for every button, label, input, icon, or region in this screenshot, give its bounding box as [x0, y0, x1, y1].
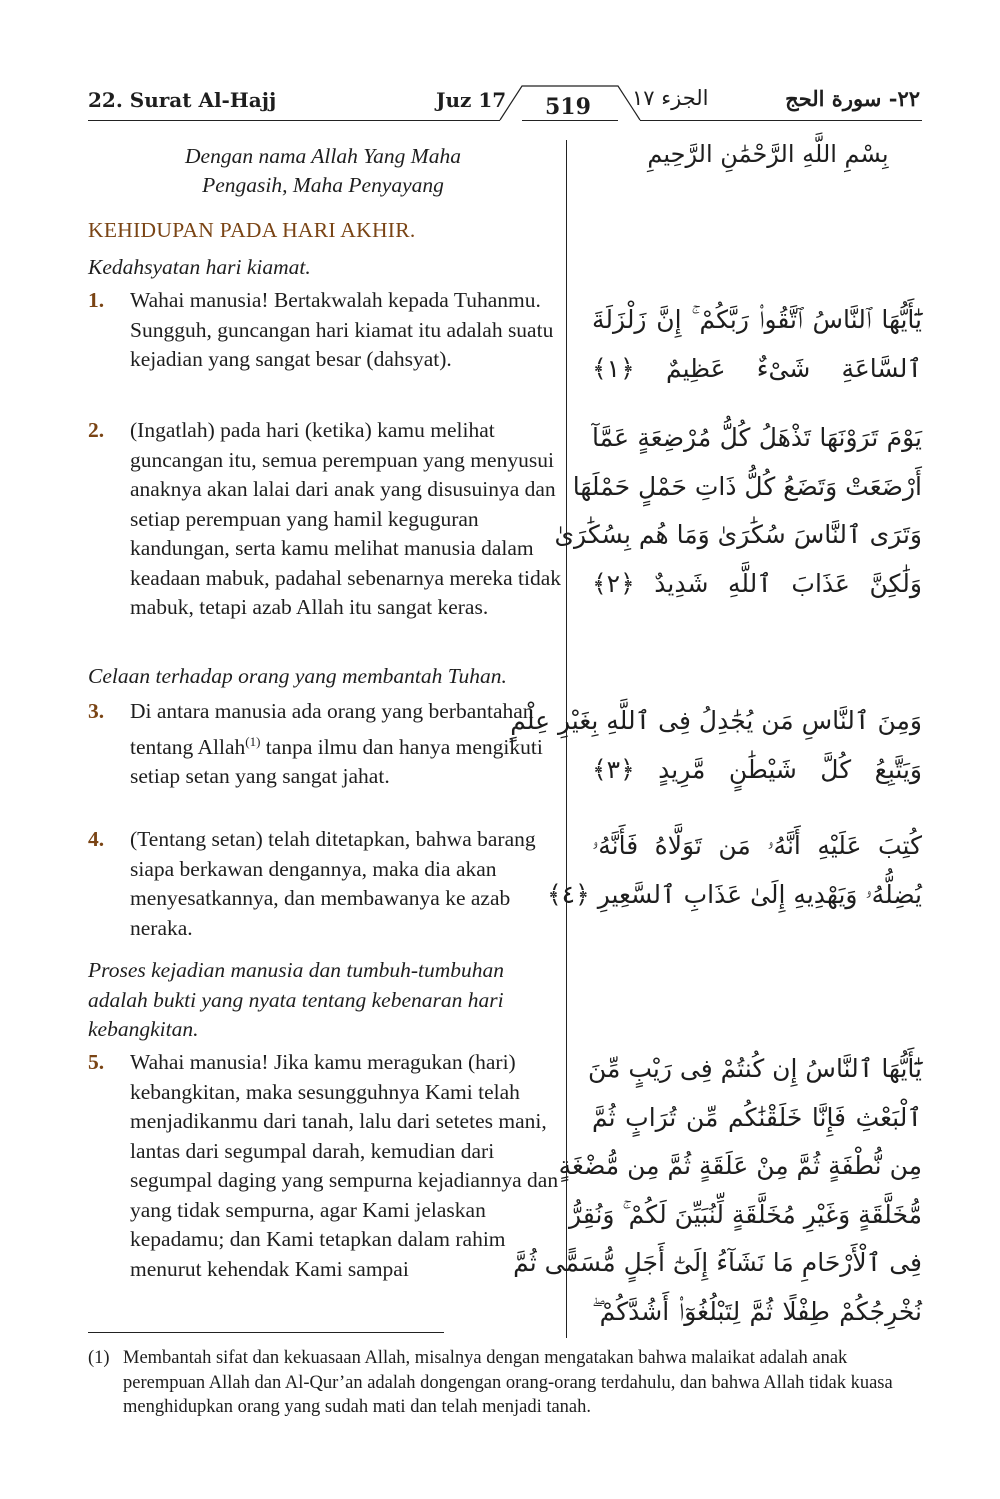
basmala-translation-line2: Pengasih, Maha Penyayang	[202, 173, 444, 197]
header-rule-left	[88, 120, 500, 121]
verse-text-part: Di antara manusia ada orang yang berbantahan tentang Allah	[130, 699, 534, 759]
surah-title-latin: 22. Surat Al-Hajj	[88, 88, 277, 112]
section-title: KEHIDUPAN PADA HARI AKHIR.	[88, 218, 416, 242]
verse-5-translation	[88, 1048, 563, 1284]
arabic-line: يَٰٓأَيُّهَا ٱلنَّاسُ إِن كُنتُمْ فِى رَيْبٍ مِّنَ	[587, 1054, 922, 1083]
arabic-line: وَلَٰكِنَّ عَذَابَ ٱللَّهِ شَدِيدٌ ﴿٢﴾	[592, 568, 922, 598]
subheading-2: Celaan terhadap orang yang membantah Tuhan.	[88, 664, 507, 688]
footnote-text: Membantah sifat dan kekuasaan Allah, misalnya dengan mengatakan bahwa malaikat adalah anak perempuan Allah dan Al-Qur’an adalah dongengan orang-orang terdahulu, dan bahwa Allah tidak kuasa menghidupkan orang yang sudah mati dan telah menjadi tanah.	[123, 1348, 893, 1417]
verse-number: 1.	[88, 288, 105, 312]
arabic-line: يُضِلُّهُۥ وَيَهْدِيهِ إِلَىٰ عَذَابِ ٱلسَّعِيرِ ﴿٤﴾	[547, 879, 922, 909]
footnote-marker: (1)	[245, 733, 261, 749]
verse-3-translation	[88, 697, 563, 792]
page-number: 519	[545, 94, 591, 120]
verse-3-arabic	[510, 697, 922, 794]
arabic-line: يَوْمَ تَرَوْنَهَا تَذْهَلُ كُلُّ مُرْضِعَةٍ عَمَّآ	[592, 423, 922, 452]
verse-1-arabic	[592, 296, 922, 393]
arabic-line: نُخْرِجُكُمْ طِفْلًا ثُمَّ لِتَبْلُغُوٓا۟ أَشُدَّكُمْ ۖ	[592, 1296, 922, 1326]
footnote	[88, 1346, 918, 1420]
verse-4-translation	[88, 825, 563, 943]
verse-text: (Tentang setan) telah ditetapkan, bahwa barang siapa berkawan dengannya, maka dia akan menyesatkannya, dan membawanya ke azab neraka.	[130, 827, 536, 940]
verse-text-part: tanpa ilmu dan hanya mengikuti setiap setan yang sangat jahat.	[130, 734, 543, 789]
basmala-translation	[88, 142, 558, 200]
arabic-line: كُتِبَ عَلَيْهِ أَنَّهُۥ مَن تَوَلَّاهُ فَأَنَّهُۥ	[592, 831, 922, 860]
arabic-line: وَمِنَ ٱلنَّاسِ مَن يُجَٰدِلُ فِى ٱللَّهِ بِغَيْرِ عِلْمٍ	[510, 706, 922, 735]
verse-number: 2.	[88, 418, 105, 442]
arabic-line: أَرْضَعَتْ وَتَضَعُ كُلُّ ذَاتِ حَمْلٍ حَمْلَهَا	[572, 471, 922, 501]
arabic-line: مِن نُّطْفَةٍ ثُمَّ مِنْ عَلَقَةٍ ثُمَّ مِن مُّضْغَةٍ	[558, 1151, 922, 1180]
verse-5-arabic	[513, 1045, 922, 1336]
surah-title-arabic: ٢٢- سورة الحج	[785, 86, 920, 111]
basmala-translation-line1: Dengan nama Allah Yang Maha	[185, 144, 461, 168]
verse-number: 5.	[88, 1050, 105, 1074]
header-rule-right	[640, 120, 922, 121]
arabic-line: مُّخَلَّقَةٍ وَغَيْرِ مُخَلَّقَةٍ لِّنُبَيِّنَ لَكُمْ ۚ وَنُقِرُّ	[569, 1199, 922, 1229]
arabic-line: وَتَرَى ٱلنَّاسَ سُكَٰرَىٰ وَمَا هُم بِسُكَٰرَىٰ	[554, 520, 922, 549]
subheading-1: Kedahsyatan hari kiamat.	[88, 255, 311, 279]
verse-number: 3.	[88, 699, 105, 723]
verse-2-translation	[88, 416, 563, 623]
arabic-line: ٱلْبَعْثِ فَإِنَّا خَلَقْنَٰكُم مِّن تُرَابٍ ثُمَّ	[592, 1102, 922, 1132]
verse-text: Wahai manusia! Bertakwalah kepada Tuhanmu. Sungguh, guncangan hari kiamat itu adalah suatu kejadian yang sangat besar (dahsyat).	[130, 288, 554, 371]
arabic-line: وَيَتَّبِعُ كُلَّ شَيْطَٰنٍ مَّرِيدٍ ﴿٣﴾	[592, 754, 922, 784]
footnote-rule	[88, 1332, 444, 1333]
verse-2-arabic	[554, 414, 922, 608]
juz-label-arabic: الجزء ١٧	[632, 86, 709, 110]
verse-text: (Ingatlah) pada hari (ketika) kamu melihat guncangan itu, semua perempuan yang menyusui anaknya akan lalai dari anak yang disusuinya dan setiap perempuan yang hamil keguguran kandungan, serta kamu melihat manusia dalam keadaan mabuk, padahal sebenarnya mereka tidak mabuk, tetapi azab Allah itu sangat keras.	[130, 418, 561, 619]
verse-4-arabic	[547, 822, 922, 919]
verse-number: 4.	[88, 827, 105, 851]
basmala-arabic: بِسْمِ اللَّهِ الرَّحْمَٰنِ الرَّحِيمِ	[647, 140, 889, 168]
arabic-line: ٱلسَّاعَةِ شَىْءٌ عَظِيمٌ ﴿١﴾	[592, 353, 922, 383]
arabic-line: فِى ٱلْأَرْحَامِ مَا نَشَآءُ إِلَىٰٓ أَجَلٍ مُّسَمًّى ثُمَّ	[513, 1248, 922, 1277]
verse-1-translation	[88, 286, 563, 375]
juz-label-latin: Juz 17	[436, 88, 507, 112]
verse-text	[130, 697, 563, 792]
arabic-line: يَٰٓأَيُّهَا ٱلنَّاسُ ٱتَّقُوا۟ رَبَّكُمْ ۚ إِنَّ زَلْزَلَةَ	[592, 305, 922, 334]
verse-text: Wahai manusia! Jika kamu meragukan (hari) kebangkitan, maka sesungguhnya Kami telah menjadikanmu dari tanah, lalu dari setetes mani, lantas dari segumpal darah, kemudian dari segumpal daging yang sempurna kejadiannya dan yang tidak sempurna, agar Kami jelaskan kepadamu; dan Kami tetapkan dalam rahim menurut kehendak Kami sampai	[130, 1050, 559, 1281]
header-rule-tab	[522, 120, 618, 121]
footnote-number: (1)	[88, 1348, 110, 1368]
subheading-3: Proses kejadian manusia dan tumbuh-tumbuhan adalah bukti yang nyata tentang kebenaran hari kebangkitan.	[88, 958, 505, 1041]
